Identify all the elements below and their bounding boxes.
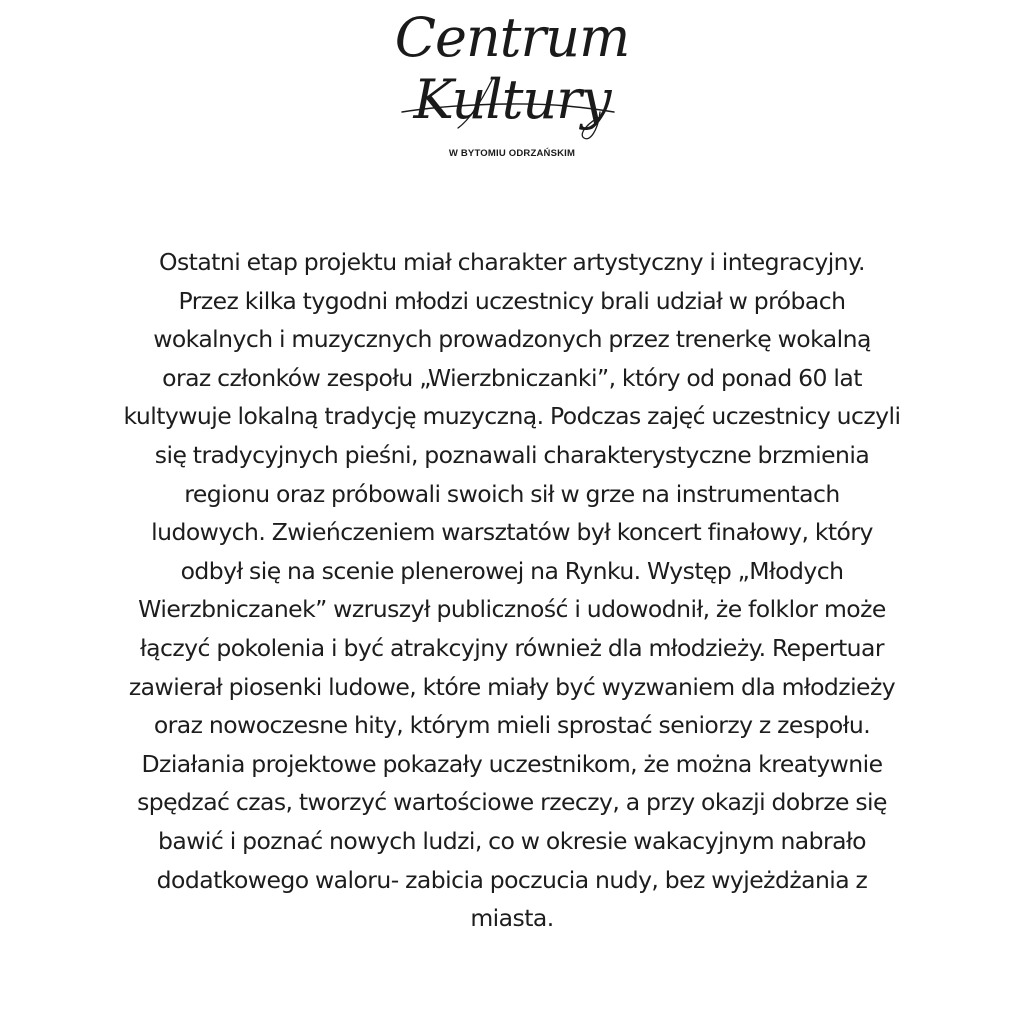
body-line: Działania projektowe pokazały uczestnikom, że można kreatywnie bbox=[141, 749, 883, 778]
body-line: spędzać czas, tworzyć wartościowe rzeczy, a przy okazji dobrze się bbox=[137, 788, 887, 817]
body-line: kultywuje lokalną tradycję muzyczną. Podczas zajęć uczestnicy uczyli bbox=[123, 402, 901, 431]
logo bbox=[362, 0, 662, 180]
body-line: łączyć pokolenia i być atrakcyjny również dla młodzieży. Repertuar bbox=[140, 633, 884, 662]
body-line: regionu oraz próbowali swoich sił w grze na instrumentach bbox=[184, 479, 840, 508]
body-line: miasta. bbox=[470, 904, 554, 933]
body-line: wokalnych i muzycznych prowadzonych przez trenerkę wokalną bbox=[153, 325, 871, 354]
body-line: się tradycyjnych pieśni, poznawali charakterystyczne brzmienia bbox=[154, 440, 870, 469]
body-line: ludowych. Zwieńczeniem warsztatów był koncert finałowy, który bbox=[151, 518, 873, 547]
body-line: dodatkowego waloru- zabicia poczucia nudy, bez wyjeżdżania z bbox=[156, 865, 868, 894]
body-line: oraz nowoczesne hity, którym mieli sprostać seniorzy z zespołu. bbox=[153, 711, 871, 740]
body-paragraph bbox=[20, 243, 1004, 938]
body-line: oraz członków zespołu „Wierzbniczanki”, który od ponad 60 lat bbox=[162, 363, 862, 392]
body-line: odbył się na scenie plenerowej na Rynku. Występ „Młodych bbox=[180, 556, 844, 585]
body-line: zawierał piosenki ludowe, które miały być wyzwaniem dla młodzieży bbox=[128, 672, 896, 701]
body-line: Ostatni etap projektu miał charakter artystyczny i integracyjny. bbox=[159, 248, 865, 276]
body-line: Wierzbniczanek” wzruszył publiczność i udowodnił, że folklor może bbox=[138, 595, 886, 624]
logo-line2: Kultury bbox=[413, 68, 611, 131]
body-line: Przez kilka tygodni młodzi uczestnicy brali udział w próbach bbox=[178, 286, 846, 315]
body-line: bawić i poznać nowych ludzi, co w okresie wakacyjnym nabrało bbox=[158, 826, 866, 855]
logo-line1: Centrum bbox=[394, 6, 630, 69]
logo-subtitle: W BYTOMIU ODRZAŃSKIM bbox=[448, 148, 576, 159]
